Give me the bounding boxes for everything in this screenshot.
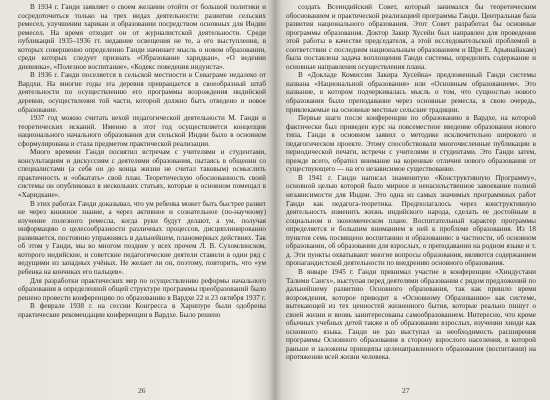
page-number: 27 xyxy=(402,386,410,395)
paragraph: В феврале 1938 г. на сессии Конгресса в Харипуре были одобрены практические рекомендации конференции в Вардхе. Было решено xyxy=(18,302,266,319)
paragraph: Первые шаги после конференции по образованию в Вардхе, на которой фактически был приведен курс на повсеместное введение образования нового типа, Ганди в основном заявил о методике исключительно широкого и педагогическом проекте. Этому способствовали многочисленные публикации в периодической печати, встречи с учителями и студентами. Это Ганди затем, прежде всего, обратил внимание на коренные отличия нового образования от существующего — на его независимое существование. xyxy=(286,114,536,174)
paragraph: 1937 год можно считать вехой педагогической деятельности М. Ганди и теоретических исканий. Именно в этот год осуществляется концепция национального начального образования для сельской Индии было в основном сформулирована и стала предметом практической реализации. xyxy=(18,114,266,148)
paragraph: В 1941 г. Ганди написал знаменитую «Конструктивную Программу», основной целью которой было мирное и ненасильственное завоевание полной независимости для Индии. Это одна из самых значимых программных работ Ганди как педагога-теоретика. Предполагалось через конструктивную деятельность изменить жизнь индийского народа, сделать ее достойным в социальном и экономическом плане. Воспитательный характер программы определяется и большим вниманием в ней к проблеме образования. Из 18 пунктов семь посвящено воспитанию и образованию: в частности, об основном образовании, об образовании для взрослых, о преподавании на родном языке и т. д. Эти пункты охватывают многие вопросы образования, являются содержанием пропагандистской деятельности по внедрению основного образования. xyxy=(286,173,536,268)
paragraph: В 1934 г. Ганди заявляет о своем желании отойти от большой политики и сосредоточиться только на трех видах деятельности: развитии сельских ремесел, улучшении харикан и образовании посредством основных для Индии ремесел. На время отходит он от журналистской деятельности. Среди публикаций 1935–1936 гг. недавние освещения не те, а его выступления, в которых совершенно определенно Ганди начинает мысль о новом образовании, среди которых следует признать «Образование харидкан», «О ведении дневника», «Полезное воспитание», «Кодекс поведения индуиста». xyxy=(18,3,266,71)
paragraph: создать Всеиндийский Совет, который занимался бы теоретическим обоснованием и практической реализацией программы Ганди. Центральная база развития национального образования. Этот Совет разработал бы основные программы образования. Доктор Закир Хусейн был направлен для проведения этой работы в качестве председателя, а этой исследовательской проблемой в соответствии с последним национальным образованием и Шри Е. Арьянайакам) была поставлена задача воплощения Ганди системы, определить содержание и основные направления осуществления плана. xyxy=(286,3,536,71)
paragraph: В январе 1945 г. Ганди принимал участие в конференции «Хиндустани Талими Сангх», выступая перед деятелями образования с рядом предложений по дальнейшему развитию Основного образования, так как пришло время возрождения, которое приводит к «Основному Образованию» как системе, вытекающей из тех ценностей жизненного бытия, которые реально пишут о своей жизни и вновь заинтересованы самообразованием. Интересно, что кроме обычных учебных детей также и об образовании взрослых, изучении хинди как основного языка. Ганди не раз выступал за необходимость расширения программы Основного образования в сторону взрослого населения, в которой раньше и заложены принципы целенаправленного образования (воспитания) на протяжении всей жизни человека. xyxy=(286,267,536,362)
paragraph: В «Докладе Комиссии Закира Хусейна» предложенный Ганди системы названа «Национальной образования» или «Основным образованием». Это название, в котором подчеркивалась мысль о том, что сущностью нового образования было преподавание через основные ремесла, в свою очередь, привлекаемые на основные местные сельские традиции. xyxy=(286,71,536,114)
paragraph: В этих работах Ганди доказывал, что ум ребенка может быть быстрее развит не через книжное знание, а через активное и сознательное (по-научному) изучение полезного ремесла, когда руки будут делают, а ум, получая информацию о целесообразности различных процессов, дисциплинированно развивается, постоянно упражняясь в дальнейшем, планомерных действиях. Так об этом у Ганди, мы во многом позднее у всех прочем Л. В. Сухомлинском, которого индийские, и советские педагогические деятели ставили в один ряд с ведущими из западных учёных. Не желает ли он, поэтому, повторить, что «ум ребенка на кончиках его пальцев». xyxy=(18,199,266,276)
paragraph: В 1936 г. Ганди поселяется в сельской местности в Севаграме недалеко от Вардхи. На многие годы эта деревня превращается в своеобразный штаб деятельности по осуществлению его программы возрождения индийской деревни, осуществления той части, которой должно быть отведено и новое образование. xyxy=(18,71,266,114)
left-page xyxy=(0,0,274,400)
page-number: 26 xyxy=(138,386,146,395)
right-page xyxy=(276,0,550,400)
paragraph: Много времени Ганди посвятил встречам с учителями и студентами, консультациям и дискуссиям с деятелями образования, пытаясь в общении со специалистами (а себя он до конца жизни не считал таковым) осмыслить практичность и «обкатать» свой план. Теоретическую обоснованность своей системы он опубликовал в нескольких статьях, которые в основном помещал в «Харидкане». xyxy=(18,148,266,200)
paragraph: Для разработки практических мер по осуществлению реформы начального образования в определенной общей структуре программы преобразований было решено провести конференцию по образованию в Вардхе 22 и 23 октября 1937 г. xyxy=(18,276,266,302)
